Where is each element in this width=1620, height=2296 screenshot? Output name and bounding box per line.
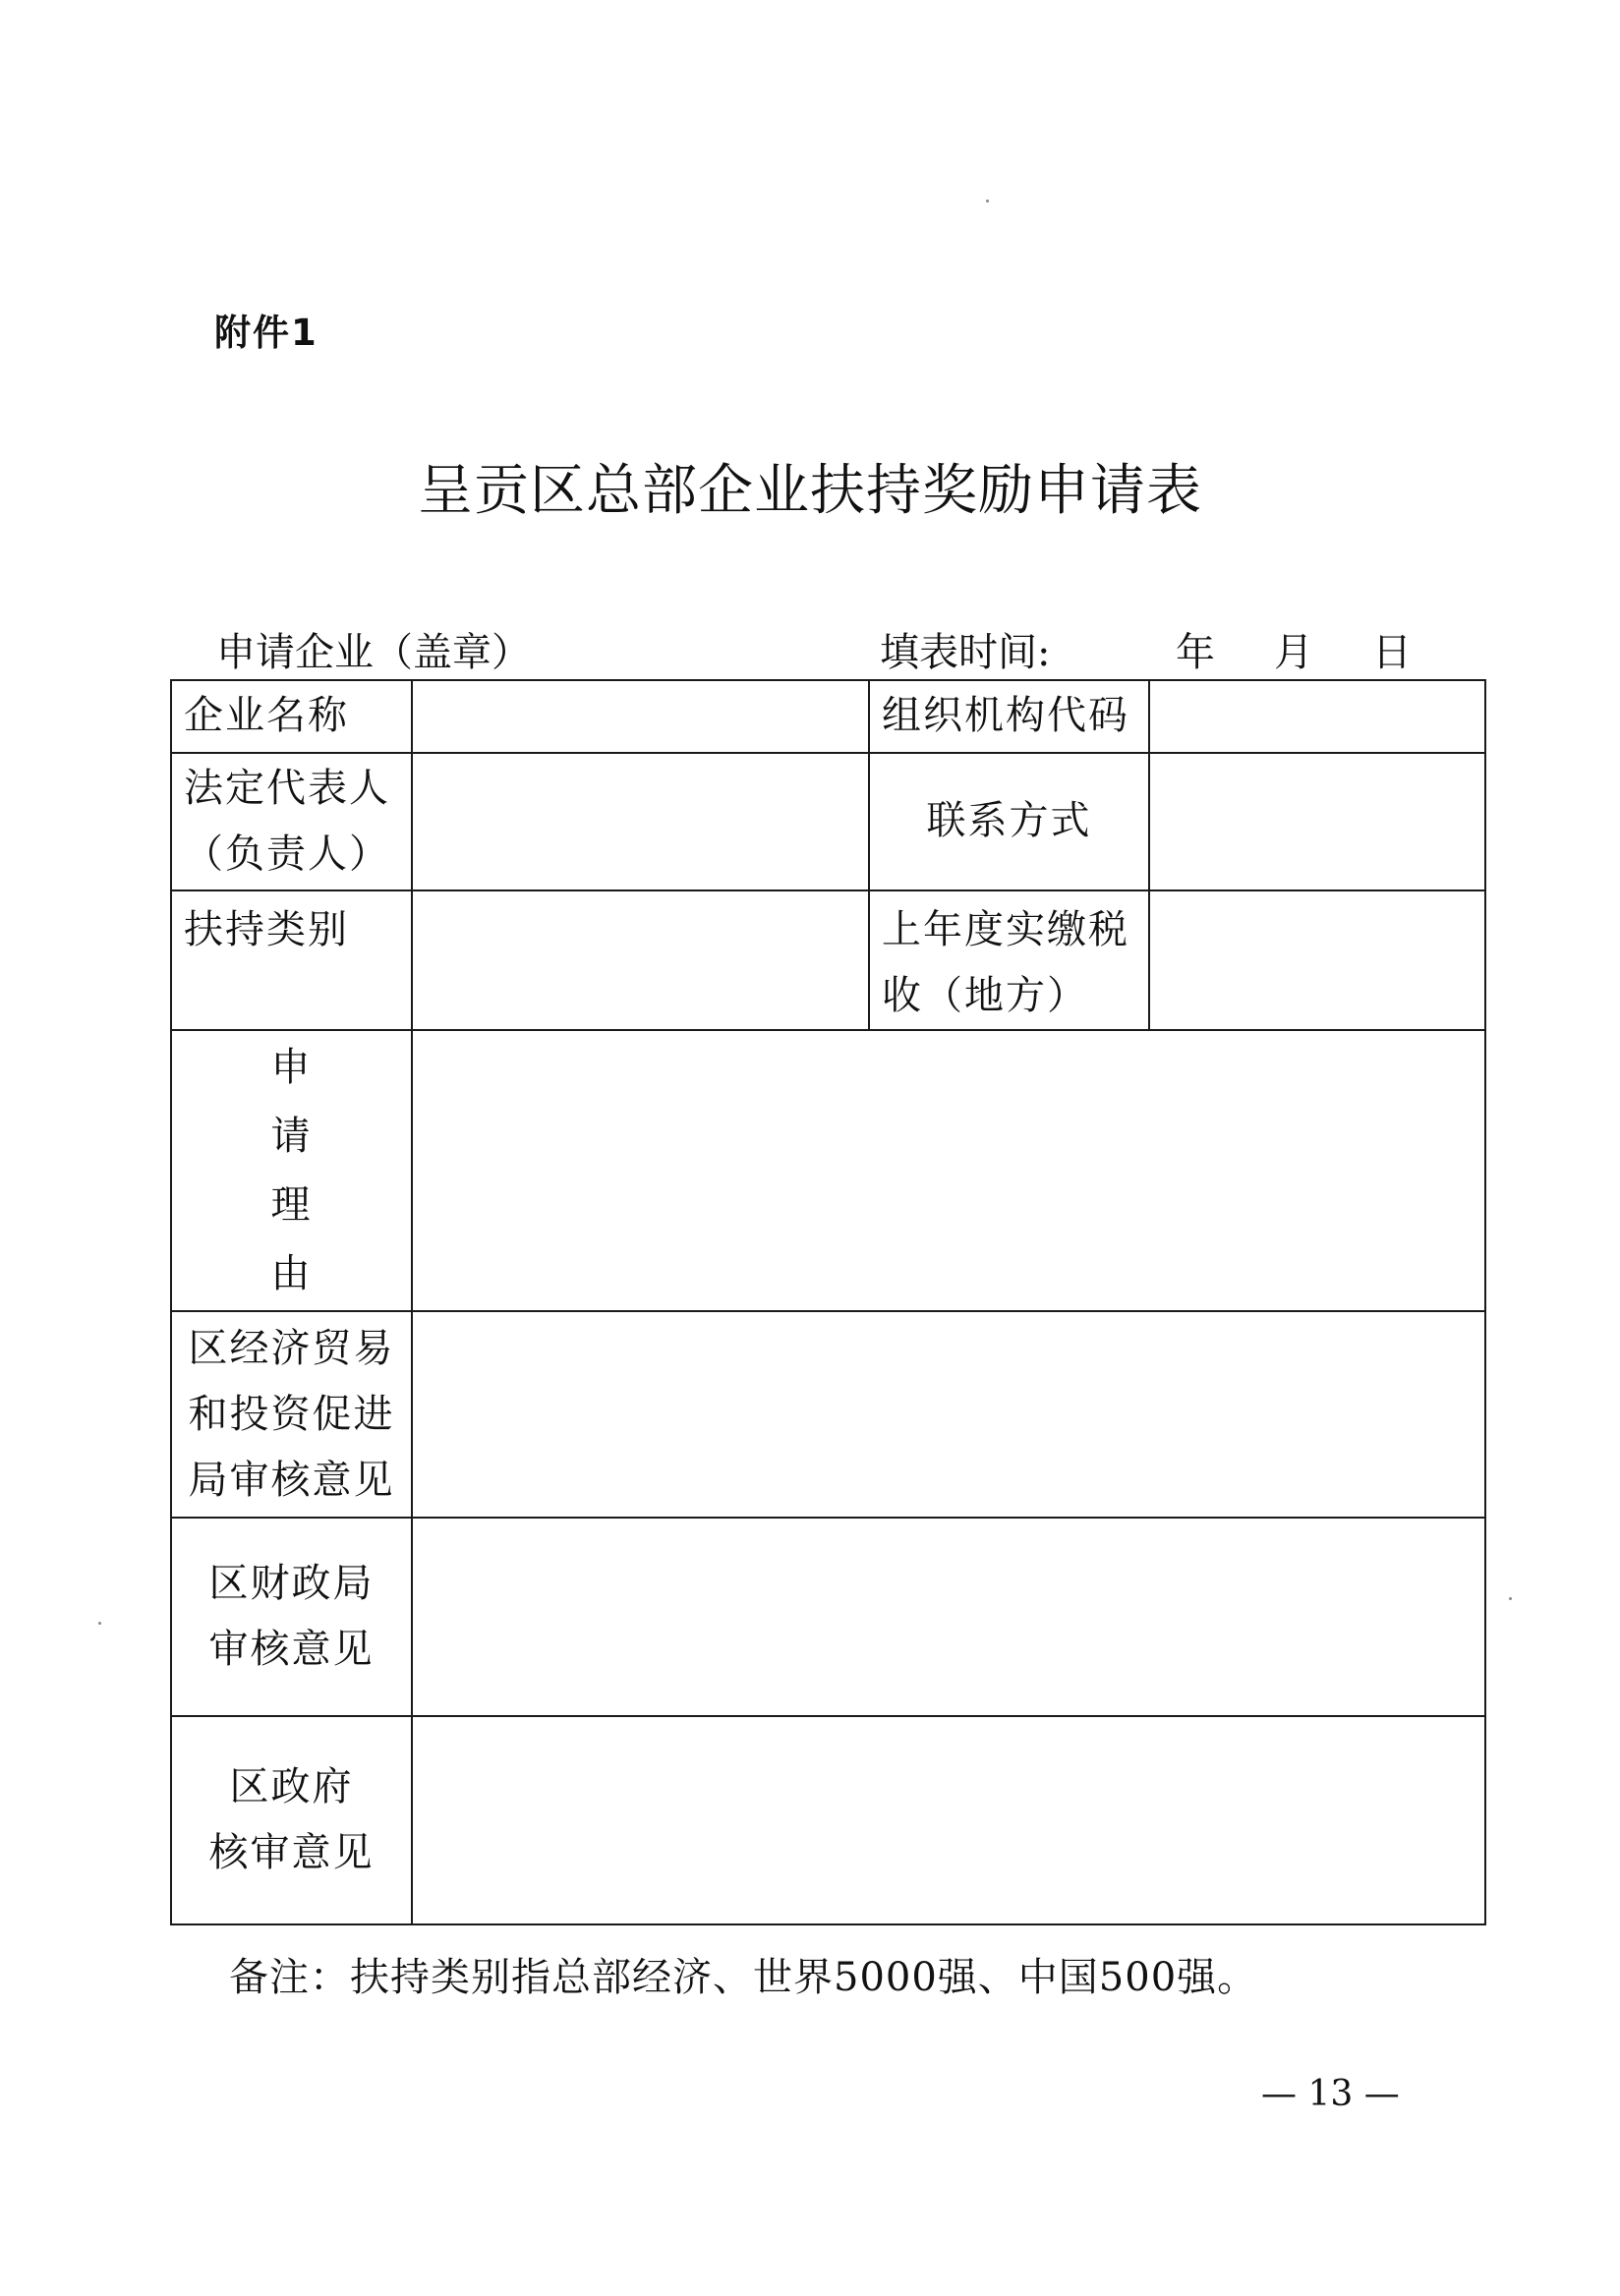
legal-rep-line2: （负责人） xyxy=(184,832,390,877)
year-label: 年 xyxy=(1176,630,1215,675)
government-review-field[interactable] xyxy=(412,1716,1485,1924)
fill-date-label: 填表时间: xyxy=(880,630,1051,675)
reason-char: 理 xyxy=(270,1182,313,1229)
scan-speck xyxy=(98,1622,101,1625)
applicant-label: 申请企业（盖章） xyxy=(216,630,531,675)
table-row xyxy=(171,1518,1485,1716)
reason-char: 请 xyxy=(270,1114,313,1160)
support-category-field[interactable] xyxy=(412,890,869,1030)
economic-bureau-line3: 局审核意见 xyxy=(188,1457,395,1503)
economic-bureau-line2: 和投资促进 xyxy=(188,1391,395,1437)
support-category-label: 扶持类别 xyxy=(171,890,412,1030)
table-row xyxy=(171,1716,1485,1924)
tax-line2: 收（地方） xyxy=(882,973,1088,1019)
month-label: 月 xyxy=(1274,630,1313,675)
attachment-label: 附件1 xyxy=(214,312,318,354)
contact-field[interactable] xyxy=(1149,753,1485,890)
finance-bureau-review-field[interactable] xyxy=(412,1518,1485,1716)
company-name-label: 企业名称 xyxy=(171,680,412,753)
tax-field[interactable] xyxy=(1149,890,1485,1030)
economic-bureau-review-label xyxy=(171,1311,412,1518)
footnote: 备注：扶持类别指总部经济、世界5000强、中国500强。 xyxy=(229,1955,1258,2000)
table-row xyxy=(171,890,1485,1030)
table-row xyxy=(171,1311,1485,1518)
org-code-label: 组织机构代码 xyxy=(869,680,1149,753)
page-number: — 13 — xyxy=(1261,2074,1400,2114)
government-review-label xyxy=(171,1716,412,1924)
org-code-field[interactable] xyxy=(1149,680,1485,753)
table-row xyxy=(171,753,1485,890)
legal-rep-label xyxy=(171,753,412,890)
form-title: 呈贡区总部企业扶持奖励申请表 xyxy=(418,459,1202,523)
government-line2: 核审意见 xyxy=(208,1830,375,1876)
tax-line1: 上年度实缴税 xyxy=(882,907,1129,952)
scan-speck xyxy=(1509,1597,1512,1600)
legal-rep-field[interactable] xyxy=(412,753,869,890)
legal-rep-line1: 法定代表人 xyxy=(184,765,390,811)
reason-char: 申 xyxy=(270,1045,313,1091)
company-name-field[interactable] xyxy=(412,680,869,753)
economic-bureau-review-field[interactable] xyxy=(412,1311,1485,1518)
day-label: 日 xyxy=(1372,630,1412,675)
table-row xyxy=(171,680,1485,753)
finance-line2: 审核意见 xyxy=(208,1627,375,1673)
economic-bureau-line1: 区经济贸易 xyxy=(188,1325,395,1371)
finance-line1: 区财政局 xyxy=(208,1561,375,1607)
table-row xyxy=(171,1030,1485,1311)
reason-char: 由 xyxy=(270,1251,313,1297)
application-reason-label xyxy=(171,1030,412,1311)
application-form-table xyxy=(170,679,1486,1925)
government-line1: 区政府 xyxy=(229,1764,354,1810)
finance-bureau-review-label xyxy=(171,1518,412,1716)
scan-speck xyxy=(986,200,989,202)
application-reason-field[interactable] xyxy=(412,1030,1485,1311)
tax-label xyxy=(869,890,1149,1030)
contact-label: 联系方式 xyxy=(869,753,1149,890)
